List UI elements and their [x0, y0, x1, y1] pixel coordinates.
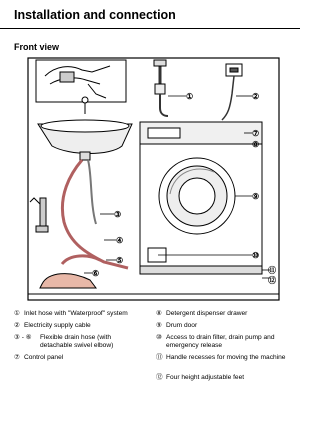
hose-coupling [40, 256, 100, 288]
legend-num: ⑦ [14, 354, 20, 361]
legend-text: Access to drain filter, drain pump and emergency release [166, 334, 275, 350]
callout-1: ① [186, 92, 194, 101]
legend-text: Handle recesses for moving the machine [166, 354, 286, 361]
legend-text: Drum door [166, 322, 198, 329]
callout-12: ⑫ [268, 276, 276, 285]
legend-num: ③ - ⑥ [14, 334, 32, 341]
legend-num: ⑪ [156, 354, 163, 361]
tap-inset-frame [36, 60, 126, 102]
swivel-elbow [30, 198, 48, 232]
legend-item [14, 354, 144, 362]
legend [0, 304, 300, 425]
legend-num: ⑩ [156, 334, 162, 341]
section-title: Front view [14, 42, 60, 52]
legend-item [14, 334, 144, 350]
legend-text: Four height adjustable feet [166, 374, 245, 381]
callout-5: ⑤ [116, 256, 124, 265]
callout-2: ② [252, 92, 260, 101]
callout-11: ⑪ [268, 266, 276, 275]
callout-4: ④ [116, 236, 124, 245]
washing-machine [140, 122, 262, 274]
legend-item [14, 322, 144, 330]
callout-10: ⑩ [252, 251, 260, 260]
legend-text: Control panel [24, 354, 64, 361]
washing-machine-illustration [0, 54, 300, 304]
legend-num: ① [14, 310, 20, 317]
legend-item [14, 310, 144, 318]
inlet-hose [154, 60, 168, 116]
legend-num: ⑨ [156, 322, 162, 329]
legend-item [156, 322, 286, 330]
callout-6: ⑥ [92, 269, 100, 278]
callout-7: ⑦ [252, 129, 260, 138]
front-view-figure [0, 54, 300, 304]
legend-text: Flexible drain hose (with detachable swivel elbow) [40, 334, 114, 350]
legend-text: Detergent dispenser drawer [166, 310, 248, 317]
legend-item [156, 354, 286, 362]
page-header [0, 0, 300, 32]
sink-basin [38, 97, 132, 160]
drain-hose-bend [88, 160, 96, 224]
callout-3: ③ [114, 210, 122, 219]
legend-text: Electricity supply cable [24, 322, 91, 329]
legend-item [156, 334, 286, 350]
legend-text: Inlet hose with "Waterproof" system [24, 310, 128, 317]
callout-8: ⑧ [252, 140, 260, 149]
legend-num: ② [14, 322, 20, 329]
legend-item [156, 310, 286, 318]
legend-num: ⑫ [156, 374, 163, 381]
legend-num: ⑧ [156, 310, 162, 317]
header-rule [0, 28, 300, 29]
power-plug [222, 64, 242, 120]
legend-item [156, 374, 286, 382]
callout-9: ⑨ [252, 192, 260, 201]
page-title: Installation and connection [14, 8, 176, 22]
